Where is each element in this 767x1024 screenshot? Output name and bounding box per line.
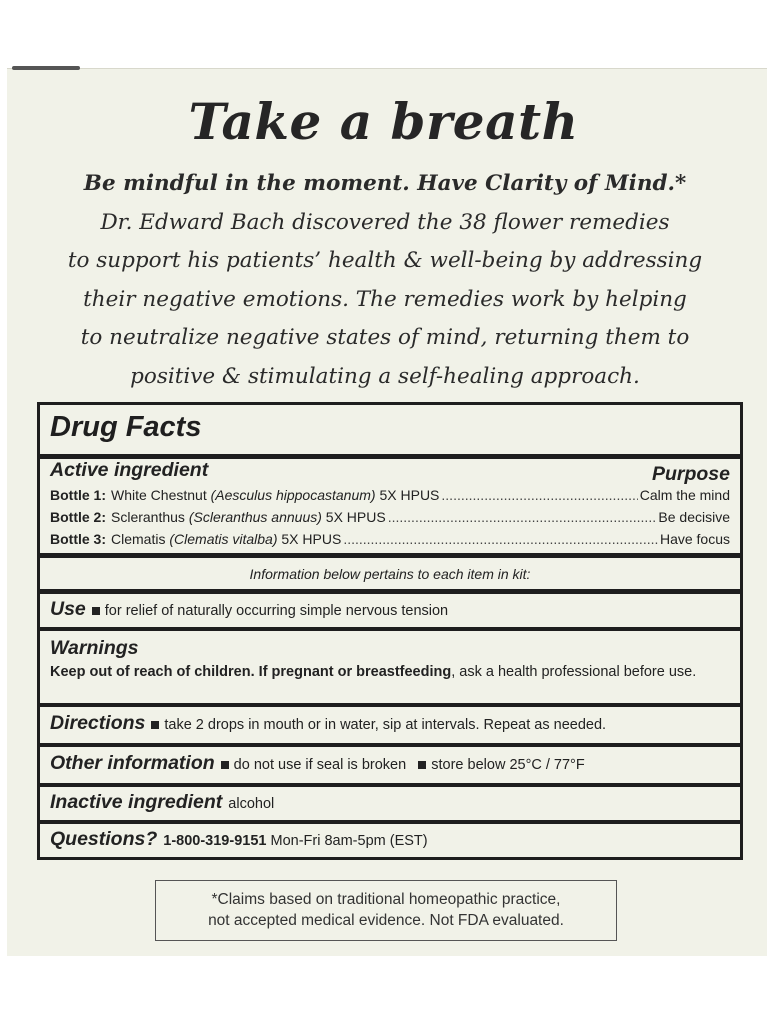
- questions-hours: Mon-Fri 8am-5pm (EST): [270, 833, 428, 849]
- bullet-icon: [151, 721, 159, 729]
- inactive-text: alcohol: [228, 796, 275, 812]
- directions-section: [50, 712, 730, 735]
- active-ingredient-header: [50, 459, 730, 485]
- bottle-row: [50, 509, 730, 529]
- divider: [40, 783, 740, 787]
- inactive-heading: Inactive ingredient: [50, 791, 223, 813]
- purpose-heading: Purpose: [651, 463, 730, 485]
- warnings-heading: Warnings: [50, 637, 139, 659]
- bullet-icon: [418, 761, 426, 769]
- bottle-label: Bottle 3:: [50, 531, 106, 547]
- drug-facts-panel: [37, 402, 743, 860]
- use-text: for relief of naturally occurring simple nervous tension: [104, 603, 449, 619]
- leader-dots: [388, 509, 657, 525]
- headline: Take a breath: [188, 92, 579, 151]
- active-ingredient-heading: Active ingredient: [50, 459, 209, 481]
- inactive-section: [50, 791, 730, 814]
- bottle-potency: 5X HPUS: [379, 487, 440, 503]
- drug-facts-title: Drug Facts: [50, 411, 202, 443]
- kit-note: Information below pertains to each item in kit:: [249, 566, 531, 582]
- leader-dots: [441, 487, 637, 503]
- use-section: [50, 598, 730, 621]
- intro-text: [40, 165, 730, 396]
- divider-thick: [40, 553, 740, 558]
- use-heading: Use: [50, 598, 86, 620]
- warnings-section: [50, 637, 730, 660]
- bottle-row: [50, 531, 730, 551]
- bottle-latin: (Scleranthus annuus): [188, 509, 322, 525]
- other-info-heading: Other information: [50, 752, 215, 774]
- bottle-latin: (Clematis vitalba): [169, 531, 278, 547]
- other-info-item: store below 25°C / 77°F: [431, 757, 585, 773]
- intro-line: to support his patients’ health & well-being by addressing: [67, 248, 703, 273]
- bullet-icon: [92, 607, 100, 615]
- warnings-bold: Keep out of reach of children. If pregnant or breastfeeding: [50, 664, 452, 680]
- warnings-rest: , ask a health professional before use.: [451, 664, 697, 680]
- warnings-text: [50, 663, 730, 682]
- questions-phone: 1-800-319-9151: [163, 833, 267, 849]
- bottle-latin: (Aesculus hippocastanum): [210, 487, 376, 503]
- bottle-potency: 5X HPUS: [325, 509, 386, 525]
- disclaimer-line: not accepted medical evidence. Not FDA evaluated.: [208, 912, 564, 929]
- bullet-icon: [221, 761, 229, 769]
- divider: [40, 627, 740, 631]
- directions-heading: Directions: [50, 712, 146, 734]
- bottle-name: Scleranthus: [111, 509, 185, 525]
- other-info-item: do not use if seal is broken: [233, 757, 407, 773]
- intro-line: Dr. Edward Bach discovered the 38 flower remedies: [100, 209, 670, 235]
- bottle-potency: 5X HPUS: [281, 531, 342, 547]
- bottle-purpose: Calm the mind: [639, 487, 730, 503]
- bottle-row: [50, 487, 730, 507]
- other-info-section: [50, 752, 730, 775]
- box-edge: [12, 66, 80, 70]
- intro-line: their negative emotions. The remedies work by helping: [83, 286, 687, 312]
- bottle-name: Clematis: [111, 531, 166, 547]
- divider-thick: [40, 589, 740, 594]
- directions-text: take 2 drops in mouth or in water, sip at intervals. Repeat as needed.: [164, 717, 607, 733]
- intro-lead: Be mindful in the moment. Have Clarity of Mind.*: [83, 171, 687, 196]
- disclaimer-line: *Claims based on traditional homeopathic practice,: [211, 891, 561, 908]
- bottle-purpose: Have focus: [659, 531, 730, 547]
- bottle-label: Bottle 2:: [50, 509, 106, 525]
- divider: [40, 743, 740, 747]
- bottle-name: White Chestnut: [111, 487, 207, 503]
- intro-line: positive & stimulating a self-healing approach.: [130, 363, 640, 389]
- divider: [40, 820, 740, 824]
- bottle-label: Bottle 1:: [50, 487, 106, 503]
- divider: [40, 703, 740, 707]
- bottle-purpose: Be decisive: [658, 509, 730, 525]
- leader-dots: [343, 531, 658, 547]
- questions-section: [50, 828, 730, 851]
- disclaimer-box: [155, 880, 617, 941]
- questions-heading: Questions?: [50, 828, 158, 850]
- intro-line: to neutralize negative states of mind, returning them to: [80, 325, 690, 350]
